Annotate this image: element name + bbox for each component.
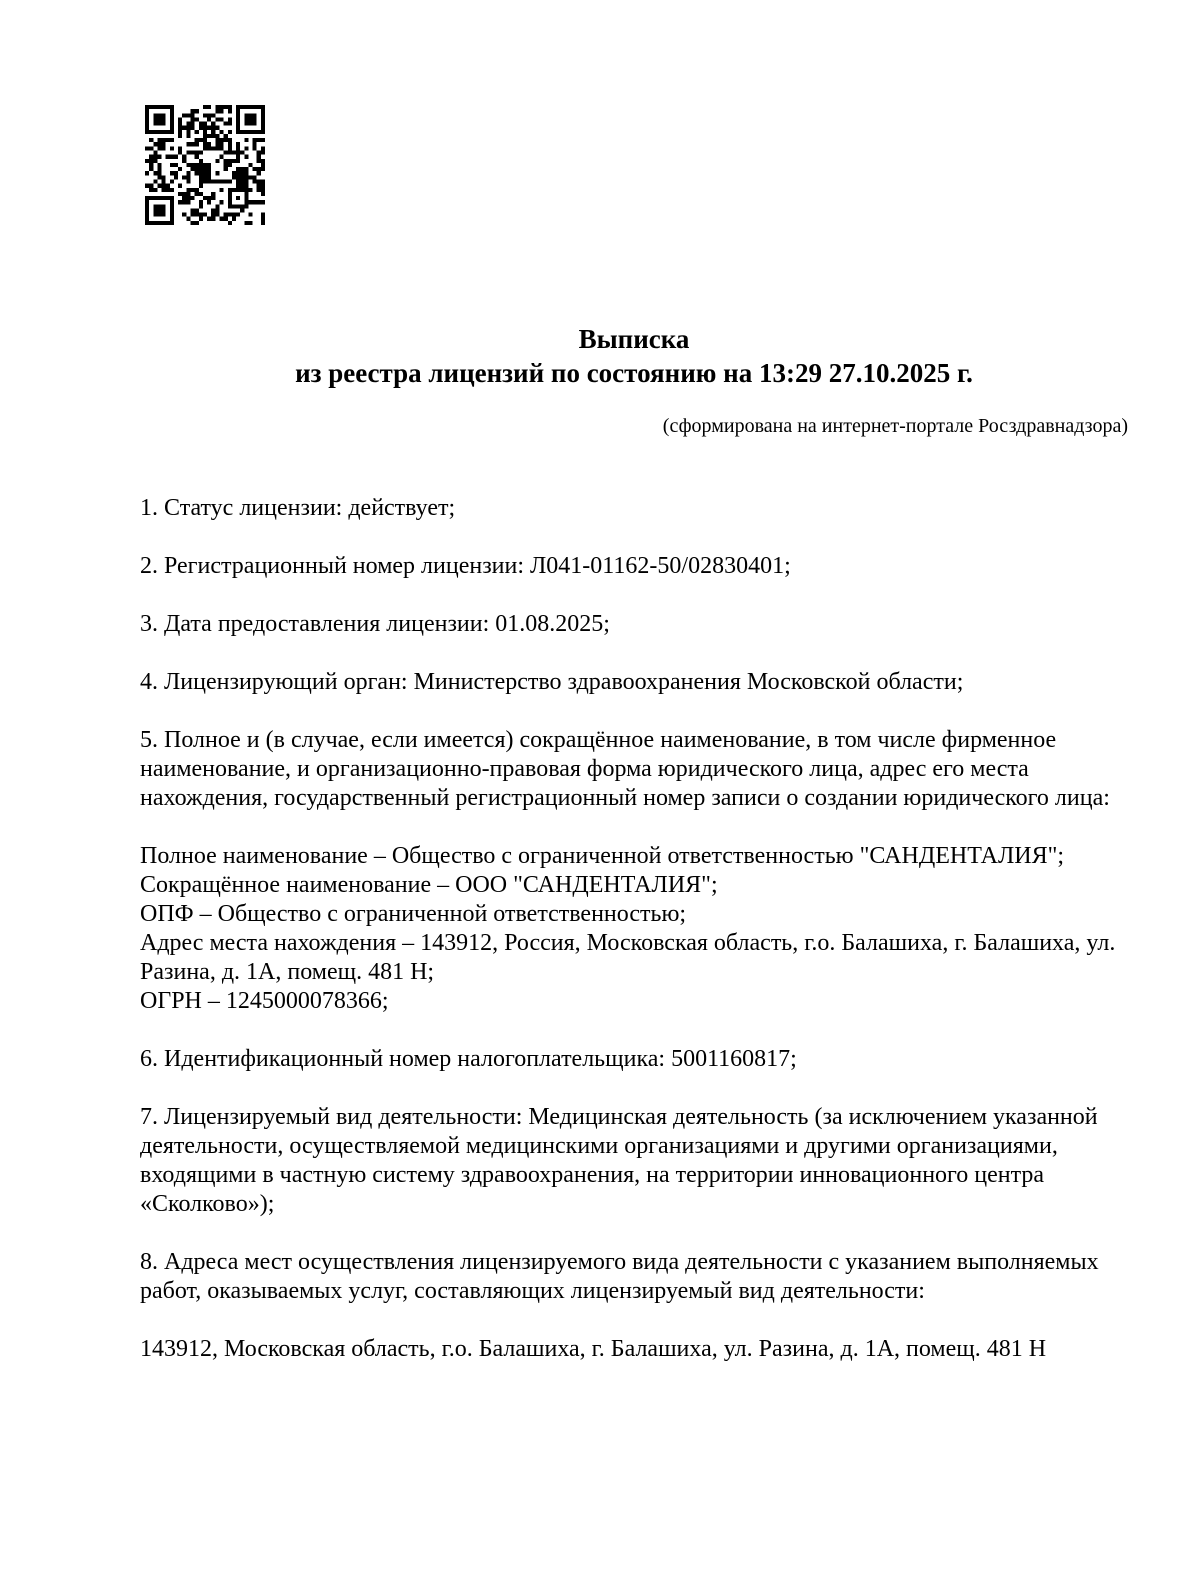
document-subtitle: (сформирована на интернет-портале Росздравнадзора) xyxy=(662,415,1128,437)
entity-ogrn: ОГРН – 1245000078366; xyxy=(140,988,389,1014)
item-licensing-authority: 4. Лицензирующий орган: Министерство здравоохранения Московской области; xyxy=(140,669,964,695)
item-licensed-activity: 7. Лицензируемый вид деятельности: Медицинская деятельность (за исключением указанной деятельности, осуществляемой медицинскими организациями и другими организациями, входящими в частную систему здравоохранения, на территории инновационного центра «Сколково»); xyxy=(140,1104,1098,1217)
document-body xyxy=(140,494,1128,1393)
title-line-1: Выписка xyxy=(578,324,690,354)
document-title xyxy=(140,322,1128,390)
item-registration-number: 2. Регистрационный номер лицензии: Л041-01162-50/02830401; xyxy=(140,553,791,579)
entity-short-name: Сокращённое наименование – ООО "САНДЕНТАЛИЯ"; xyxy=(140,872,718,898)
title-line-2: из реестра лицензий по состоянию на 13:29 27.10.2025 г. xyxy=(295,358,973,388)
entity-legal-form: ОПФ – Общество с ограниченной ответственностью; xyxy=(140,901,687,927)
item-activity-addresses-intro: 8. Адреса мест осуществления лицензируемого вида деятельности с указанием выполняемых работ, оказываемых услуг, составляющих лицензируемый вид деятельности: xyxy=(140,1249,1099,1304)
entity-details-block xyxy=(140,842,1128,1016)
item-grant-date: 3. Дата предоставления лицензии: 01.08.2025; xyxy=(140,611,610,637)
item-license-status: 1. Статус лицензии: действует; xyxy=(140,495,456,521)
item-taxpayer-inn: 6. Идентификационный номер налогоплательщика: 5001160817; xyxy=(140,1046,797,1072)
entity-full-name: Полное наименование – Общество с ограниченной ответственностью "САНДЕНТАЛИЯ"; xyxy=(140,843,1065,869)
qr-code-icon xyxy=(145,105,265,225)
activity-address-line: 143912, Московская область, г.о. Балашиха, г. Балашиха, ул. Разина, д. 1А, помещ. 481 Н xyxy=(140,1336,1047,1362)
entity-address: Адрес места нахождения – 143912, Россия, Московская область, г.о. Балашиха, г. Балашиха, ул. Разина, д. 1А, помещ. 481 Н; xyxy=(140,930,1116,985)
item-entity-intro: 5. Полное и (в случае, если имеется) сокращённое наименование, в том числе фирменное наименование, и организационно-правовая форма юридического лица, адрес его места нахождения, государственный регистрационный номер записи о создании юридического лица: xyxy=(140,727,1110,811)
